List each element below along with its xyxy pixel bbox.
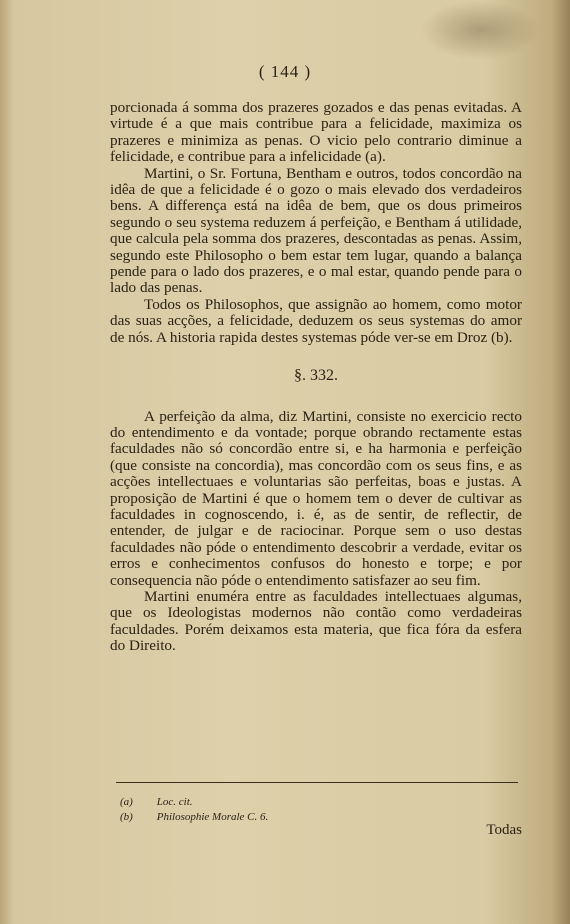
paragraph: Martini enuméra entre as faculdades intellectuaes algumas, que os Ideologistas modernos não contão como verdadeiras faculdades. Porém deixamos esta materia, que fica fóra da esfera do Direito.	[110, 587, 522, 655]
page-number: ( 144 )	[258, 62, 312, 81]
footnote-divider	[116, 782, 518, 783]
footnote	[120, 795, 500, 810]
paragraph: porcionada á somma dos prazeres gozados e das penas evitadas. A virtude é a que mais contribue para a felicidade, maximiza os prazeres e minimiza as penas. O vicio pelo contrario diminue a felicidade, e contribue para a infelicidade (a).	[110, 99, 522, 166]
section-heading: §. 332.	[294, 367, 338, 385]
footnote-mark: (b)	[120, 811, 133, 823]
paper-stain	[420, 0, 540, 60]
paragraph: Todos os Philosophos, que assignão ao homem, como motor das suas acções, a felicidade, deduzem os seus systemas do amor de nós. A historia rapida destes systemas póde ver-se em Droz (b).	[110, 295, 522, 346]
footnotes	[120, 795, 500, 825]
body-text	[110, 100, 522, 655]
footnote-mark: (a)	[120, 796, 133, 808]
footnote-text: Philosophie Morale C. 6.	[156, 811, 269, 823]
catchword: Todas	[486, 822, 522, 838]
footnote-text: Loc. cit.	[156, 796, 193, 808]
footnote	[120, 810, 500, 825]
paragraph: Martini, o Sr. Fortuna, Bentham e outros, todos concordão na idêa de que a felicidade é o gozo o mais elevado dos verdadeiros bens. A differença está na idêa de bem, que os dous primeiros segundo o seu systema reduzem á perfeição, e Bentham á utilidade, que calcula pela somma dos prazeres, descontadas as penas. Assim, segundo este Philosopho o bem estar tem lugar, quando a balança pende para o lado dos prazeres, e o mal estar, quando pende para o lado das penas.	[110, 164, 522, 297]
paragraph: A perfeição da alma, diz Martini, consiste no exercicio recto do entendimento e da vontade; porque obrando rectamente estas faculdades não só concordão entre si, e ha harmonia e perfeição (que consiste na concordia), mas concordão com os seus fins, e as acções intellectuaes e voluntarias são perfeitas, boas e justas. A proposição de Martini é que o homem tem o dever de cultivar as faculdades in cognoscendo, i. é, as de sentir, de reflectir, de entender, de julgar e de raciocinar. Porque sem o uso destas faculdades não póde o entendimento descobrir a verdade, evitar os erros e conhecimentos confusos do honesto e torpe; e por consequencia não póde o entendimento satisfazer ao seu fim.	[110, 407, 522, 589]
